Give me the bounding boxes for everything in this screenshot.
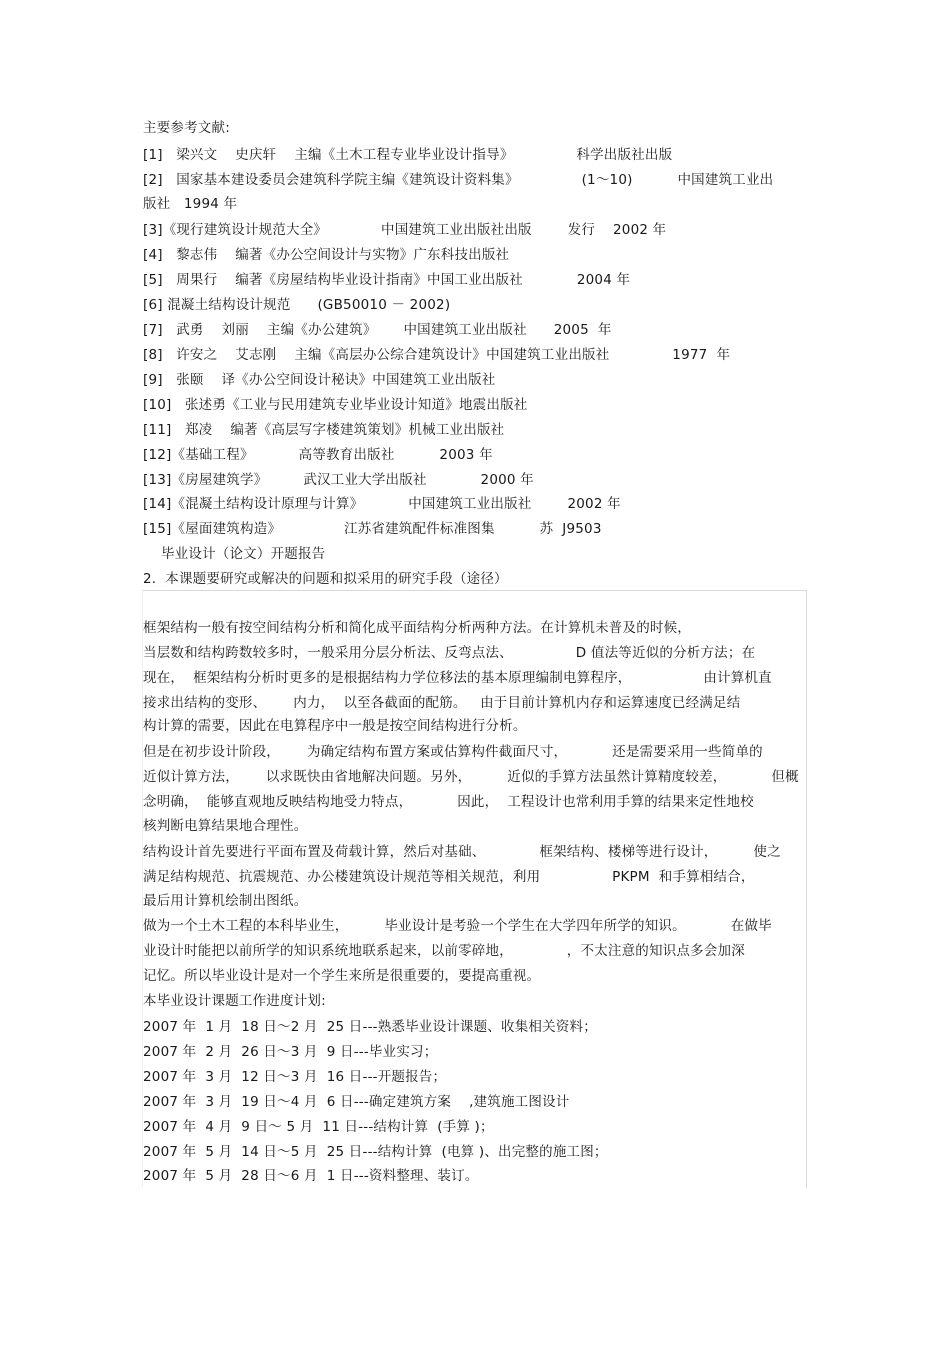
references-heading: 主要参考文献:	[143, 120, 230, 136]
report-paragraph-line: 满足结构规范、抗震规范、办公楼建筑设计规范等相关规范，利用 PKPM 和手算相结合，	[143, 869, 755, 885]
schedule-heading: 本毕业设计课题工作进度计划:	[143, 993, 326, 1009]
reference-item: [9] 张颐 译《办公空间设计秘诀》中国建筑工业出版社	[143, 372, 496, 388]
report-paragraph-line: 当层数和结构跨数较多时，一般采用分层分析法、反弯点法、 D 值法等近似的分析方法；在	[143, 645, 756, 661]
report-paragraph-line: 核判断电算结果地合理性。	[143, 818, 308, 834]
report-paragraph-line: 近似计算方法， 以求既快由省地解决问题。另外， 近似的手算方法虽然计算精度较差， 但概	[143, 769, 799, 785]
section-heading: 2. 本课题要研究或解决的问题和拟采用的研究手段（途径）	[143, 571, 508, 587]
reference-item: [11] 郑凌 编著《高层写字楼建筑策划》机械工业出版社	[143, 422, 505, 438]
report-paragraph-line: 框架结构一般有按空间结构分析和简化成平面结构分析两种方法。在计算机未普及的时候，	[143, 620, 691, 636]
reference-item: [14]《混凝土结构设计原理与计算》 中国建筑工业出版社 2002 年	[143, 496, 621, 512]
report-paragraph-line: 业设计时能把以前所学的知识系统地联系起来，以前零碎地， ，不太注意的知识点多会加深	[143, 943, 745, 959]
report-paragraph-line: 但是在初步设计阶段， 为确定结构布置方案或估算构件截面尺寸， 还是需要采用一些简单的	[143, 744, 763, 760]
report-paragraph-line: 现在， 框架结构分析时更多的是根据结构力学位移法的基本原理编制电算程序， 由计算机直	[143, 670, 772, 686]
reference-item: [2] 国家基本建设委员会建筑科学院主编《建筑设计资料集》 (1～10) 中国建筑工业出	[143, 172, 774, 188]
reference-item: [12]《基础工程》 高等教育出版社 2003 年	[143, 447, 493, 463]
reference-item: [13]《房屋建筑学》 武汉工业大学出版社 2000 年	[143, 472, 534, 488]
schedule-item: 2007 年 2 月 26 日～3 月 9 日---毕业实习；	[143, 1044, 438, 1060]
reference-item: [4] 黎志伟 编著《办公空间设计与实物》广东科技出版社	[143, 247, 510, 263]
schedule-item: 2007 年 5 月 28 日～6 月 1 日---资料整理、装订。	[143, 1168, 479, 1184]
report-paragraph-line: 记忆。所以毕业设计是对一个学生来所是很重要的，要提高重视。	[143, 968, 541, 984]
reference-item: [1] 梁兴文 史庆轩 主编《土木工程专业毕业设计指导》 科学出版社出版	[143, 147, 673, 163]
report-paragraph-line: 念明确， 能够直观地反映结构地受力特点， 因此， 工程设计也常利用手算的结果来定性地校	[143, 794, 754, 810]
report-paragraph-line: 做为一个土木工程的本科毕业生， 毕业设计是考验一个学生在大学四年所学的知识。 在做毕	[143, 918, 772, 934]
schedule-item: 2007 年 5 月 14 日～5 月 25 日---结构计算 (电算 )、出完整的施工图；	[143, 1144, 608, 1160]
report-title: 毕业设计（论文）开题报告	[143, 546, 326, 562]
report-paragraph-line: 最后用计算机绘制出图纸。	[143, 893, 308, 909]
schedule-item: 2007 年 1 月 18 日～2 月 25 日---熟悉毕业设计课题、收集相关资料；	[143, 1019, 597, 1035]
reference-item: [7] 武勇 刘丽 主编《办公建筑》 中国建筑工业出版社 2005 年	[143, 322, 612, 338]
schedule-item: 2007 年 3 月 12 日～3 月 16 日---开题报告；	[143, 1069, 447, 1085]
schedule-item: 2007 年 3 月 19 日～4 月 6 日---确定建筑方案 ,建筑施工图设计	[143, 1094, 570, 1110]
reference-item: 版社 1994 年	[143, 196, 238, 212]
reference-item: [6] 混凝土结构设计规范 (GB50010 － 2002)	[143, 297, 451, 313]
report-paragraph-line: 结构设计首先要进行平面布置及荷载计算，然后对基础、 框架结构、楼梯等进行设计， 使之	[143, 844, 781, 860]
schedule-item: 2007 年 4 月 9 日～ 5 月 11 日---结构计算 (手算 )；	[143, 1119, 494, 1135]
report-paragraph-line: 接求出结构的变形、 内力， 以至各截面的配筋。 由于目前计算机内存和运算速度已经满足结	[143, 695, 741, 711]
reference-item: [8] 许安之 艾志刚 主编《高层办公综合建筑设计》中国建筑工业出版社 1977 年	[143, 347, 731, 363]
reference-item: [5] 周果行 编著《房屋结构毕业设计指南》中国工业出版社 2004 年	[143, 272, 631, 288]
report-paragraph-line: 构计算的需要，因此在电算程序中一般是按空间结构进行分析。	[143, 718, 527, 734]
reference-item: [15]《屋面建筑构造》 江苏省建筑配件标准图集 苏 J9503	[143, 521, 602, 537]
reference-item: [10] 张述勇《工业与民用建筑专业毕业设计知道》地震出版社	[143, 397, 528, 413]
reference-item: [3]《现行建筑设计规范大全》 中国建筑工业出版社出版 发行 2002 年	[143, 222, 667, 238]
